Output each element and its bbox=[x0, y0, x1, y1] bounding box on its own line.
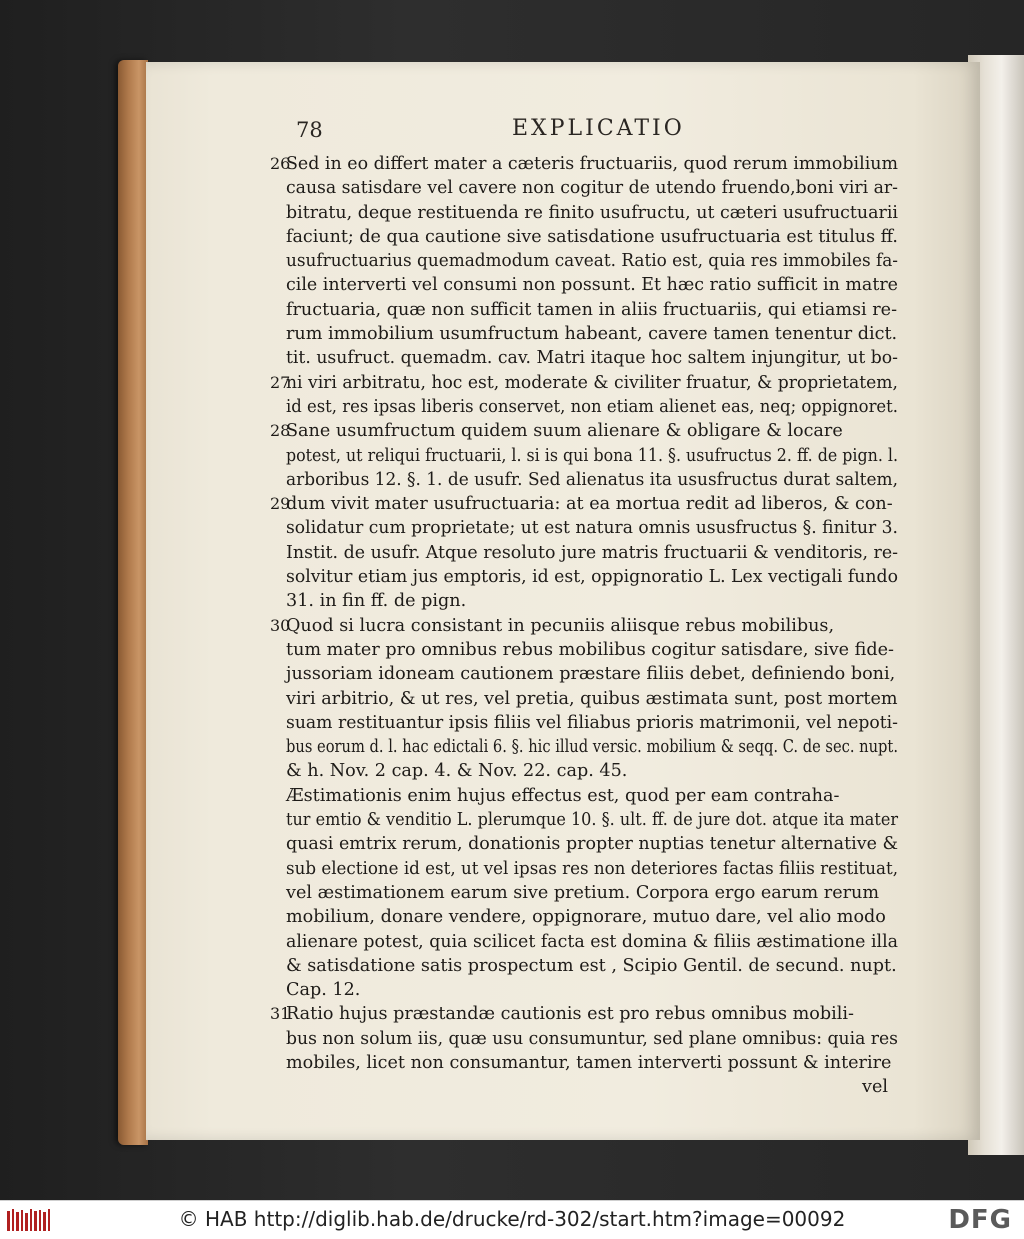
text-line bbox=[286, 395, 906, 419]
text-line bbox=[286, 638, 906, 662]
copyright-url[interactable]: © HAB http://diglib.hab.de/drucke/rd-302/start.htm?image=00092 bbox=[178, 1207, 846, 1231]
text-line bbox=[286, 322, 906, 346]
line-text: viri arbitrio, & ut res, vel pretia, quibus æstimata sunt, post mortem bbox=[286, 688, 898, 709]
line-text: suam restituantur ipsis filiis vel filiabus prioris matrimonii, vel nepoti- bbox=[286, 712, 898, 733]
line-text: & satisdatione satis prospectum est , Scipio Gentil. de secund. nupt. bbox=[286, 955, 897, 976]
line-text: Ratio hujus præstandæ cautionis est pro rebus omnibus mobili- bbox=[286, 1004, 854, 1025]
text-line bbox=[286, 589, 906, 613]
line-text: cile interverti vel consumi non possunt. Et hæc ratio sufficit in matre bbox=[286, 275, 898, 296]
line-text: dum vivit mater usufructuaria: at ea mortua redit ad liberos, & con- bbox=[286, 494, 893, 515]
text-line bbox=[270, 371, 906, 395]
text-line bbox=[286, 832, 906, 856]
book-edge bbox=[118, 60, 148, 1145]
text-line bbox=[286, 346, 906, 370]
line-text: bus eorum d. l. hac edictali 6. §. hic illud versic. mobilium & seqq. C. de sec. nupt. bbox=[286, 737, 898, 758]
line-text: vel æstimationem earum sive pretium. Corpora ergo earum rerum bbox=[286, 882, 880, 903]
line-text: id est, res ipsas liberis conservet, non etiam alienet eas, neq; oppignoret. bbox=[286, 396, 898, 417]
text-line bbox=[286, 784, 906, 808]
text-line bbox=[286, 201, 906, 225]
text-line bbox=[286, 905, 906, 929]
text-line bbox=[270, 152, 906, 176]
running-header: EXPLICATIO bbox=[512, 116, 685, 141]
text-line bbox=[286, 1027, 906, 1051]
text-line bbox=[286, 565, 906, 589]
text-line bbox=[286, 516, 906, 540]
text-line bbox=[286, 273, 906, 297]
line-text: causa satisdare vel cavere non cogitur de utendo fruendo,boni viri ar- bbox=[286, 178, 898, 199]
text-line bbox=[270, 492, 906, 516]
margin-number: 31 bbox=[270, 1004, 291, 1024]
text-line bbox=[286, 298, 906, 322]
text-line bbox=[270, 614, 906, 638]
line-text: & h. Nov. 2 cap. 4. & Nov. 22. cap. 45. bbox=[286, 761, 628, 782]
footer-bar bbox=[0, 1200, 1024, 1239]
text-line bbox=[286, 954, 906, 978]
margin-number: 26 bbox=[270, 154, 291, 173]
line-text: bus non solum iis, quæ usu consumuntur, sed plane omnibus: quia res bbox=[286, 1028, 898, 1049]
line-text: potest, ut reliqui fructuarii, l. si is qui bona 11. §. usufructus 2. ff. de pign. l. bbox=[286, 445, 898, 466]
text-line bbox=[270, 1002, 906, 1026]
line-text: arboribus 12. §. 1. de usufr. Sed alienatus ita ususfructus durat saltem, bbox=[286, 469, 898, 490]
line-text: Æstimationis enim hujus effectus est, quod per eam contraha- bbox=[286, 785, 840, 806]
text-line bbox=[286, 857, 906, 881]
line-text: usufructuarius quemadmodum caveat. Ratio est, quia res immobiles fa- bbox=[286, 251, 898, 272]
page-text bbox=[270, 152, 906, 1100]
line-text: quasi emtrix rerum, donationis propter nuptias tenetur alternative & bbox=[286, 834, 898, 855]
line-text: faciunt; de qua cautione sive satisdatione usufructuaria est titulus ff. bbox=[286, 226, 898, 247]
line-text: sub electione id est, ut vel ipsas res non deteriores factas filiis restituat, bbox=[286, 858, 898, 879]
text-line bbox=[286, 541, 906, 565]
line-text: Sed in eo differt mater a cæteris fructuariis, quod rerum immobilium bbox=[286, 154, 898, 174]
line-text: fructuaria, quæ non sufficit tamen in aliis fructuariis, qui etiamsi re- bbox=[286, 299, 898, 320]
margin-number: 28 bbox=[270, 421, 291, 441]
line-text: 31. in fin ff. de pign. bbox=[286, 591, 467, 612]
catchword: vel bbox=[862, 1077, 888, 1098]
text-line bbox=[286, 249, 906, 273]
line-text: bitratu, deque restituenda re finito usufructu, ut cæteri usufructuarii bbox=[286, 202, 898, 223]
page-number: 78 bbox=[296, 118, 323, 142]
text-line bbox=[286, 225, 906, 249]
text-line bbox=[286, 930, 906, 954]
line-text: jussoriam idoneam cautionem præstare filiis debet, definiendo boni, bbox=[286, 664, 896, 685]
margin-number: 29 bbox=[270, 494, 291, 514]
text-line bbox=[270, 419, 906, 443]
text-line bbox=[286, 735, 906, 759]
line-text: Sane usumfructum quidem suum alienare & obligare & locare bbox=[286, 421, 843, 442]
margin-number: 30 bbox=[270, 615, 291, 635]
line-text: Cap. 12. bbox=[286, 980, 361, 1001]
text-line bbox=[286, 881, 906, 905]
dfg-logo: DFG bbox=[948, 1205, 1012, 1235]
text-line bbox=[286, 711, 906, 735]
line-text: mobilium, donare vendere, oppignorare, mutuo dare, vel alio modo bbox=[286, 907, 886, 928]
text-line bbox=[286, 808, 906, 832]
text-line bbox=[286, 444, 906, 468]
line-text: Instit. de usufr. Atque resoluto jure matris fructuarii & venditoris, re- bbox=[286, 542, 898, 563]
line-text: solidatur cum proprietate; ut est natura omnis ususfructus §. finitur 3. bbox=[286, 518, 898, 539]
line-text: tur emtio & venditio L. plerumque 10. §. ult. ff. de jure dot. atque ita mater bbox=[286, 810, 898, 831]
line-text: tum mater pro omnibus rebus mobilibus cogitur satisdare, sive fide- bbox=[286, 639, 895, 660]
line-text: alienare potest, quia scilicet facta est domina & filiis æstimatione illa bbox=[286, 931, 898, 952]
text-line bbox=[286, 468, 906, 492]
line-text: ni viri arbitratu, hoc est, moderate & civiliter fruatur, & proprietatem, bbox=[286, 372, 898, 393]
text-line bbox=[286, 176, 906, 200]
line-text: solvitur etiam jus emptoris, id est, oppignoratio L. Lex vectigali fundo bbox=[286, 567, 898, 588]
text-line bbox=[286, 978, 906, 1002]
line-text: Quod si lucra consistant in pecuniis aliisque rebus mobilibus, bbox=[286, 615, 835, 636]
text-line bbox=[286, 759, 906, 783]
text-line bbox=[286, 687, 906, 711]
line-text: mobiles, licet non consumantur, tamen interverti possunt & interire bbox=[286, 1052, 892, 1073]
text-line bbox=[286, 662, 906, 686]
line-text: rum immobilium usumfructum habeant, cavere tamen tenentur dict. bbox=[286, 324, 898, 345]
line-text: tit. usufruct. quemadm. cav. Matri itaque hoc saltem injungitur, ut bo- bbox=[286, 348, 898, 369]
text-line bbox=[286, 1051, 906, 1075]
margin-number: 27 bbox=[270, 372, 291, 392]
